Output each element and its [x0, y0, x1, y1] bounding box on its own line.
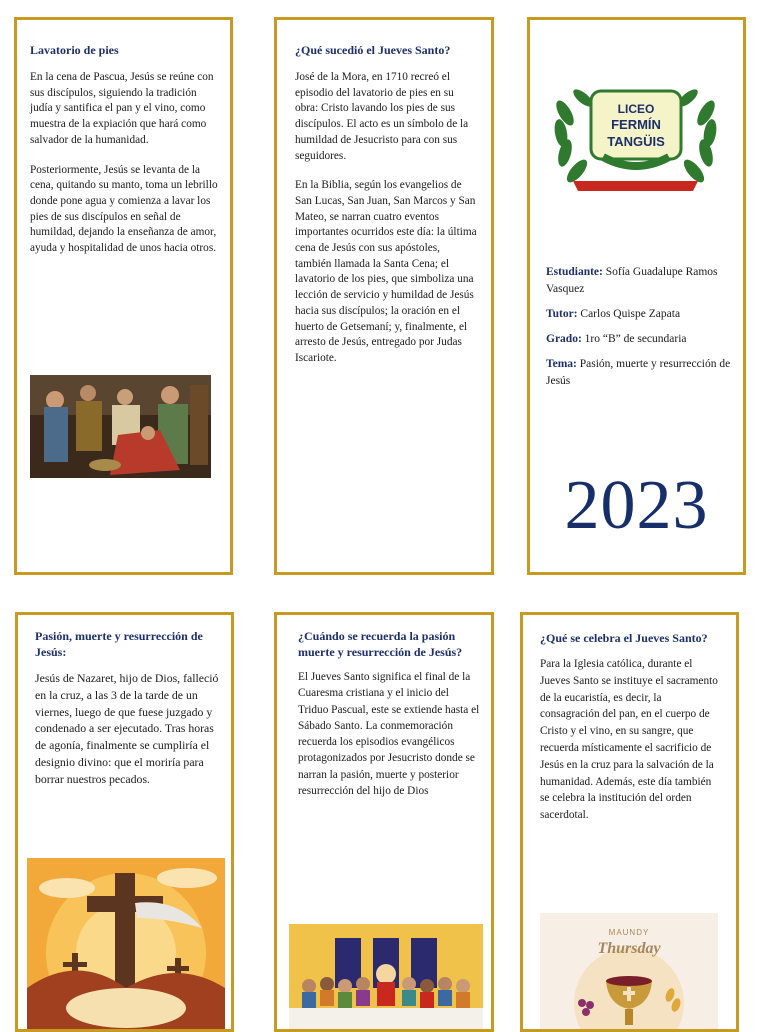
panel-pasion — [15, 612, 234, 1032]
paragraph: Jesús de Nazaret, hijo de Dios, falleció en la cruz, a las 3 de la tarde de un viernes, luego de que fuese juzgado y condenado a ser ejecutado. Tras horas de agonía, finalmente se cumpliría el designio divino: que el moriría para borrar nuestros pecados. — [35, 671, 219, 786]
last-supper-illustration — [289, 924, 483, 1032]
maundy-thursday-illustration — [540, 913, 718, 1032]
tutor-info: Tutor: Carlos Quispe Zapata — [546, 308, 681, 320]
svg-text:FERMÍN: FERMÍN — [611, 117, 661, 132]
foot-washing-painting — [30, 375, 211, 478]
panel-title: Lavatorio de pies — [30, 43, 119, 57]
paragraph: El Jueves Santo significa el final de la Cuaresma cristiana y el inicio del Triduo Pascual, este se extiende hasta el Sábado Santo. La conmemoración recuerda los episodios evangélicos protagonizados por Jesucristo donde se narran la pasión, muerte y posterior resurrección del hijo de Dios — [298, 671, 480, 798]
svg-text:TANGÜIS: TANGÜIS — [607, 134, 665, 149]
year-label: 2023 — [564, 467, 709, 544]
paragraph: Para la Iglesia católica, durante el Jueves Santo se instituye el sacramento de la eucaristía, es decir, la consagración del pan, en el cuerpo de Cristo y el vino, en su sangre, que recuerda místicamente el sacrificio de Jesús en la cruz para la salvación de la humanidad. Además, este día también se celebra la institución del orden sacerdotal. — [540, 658, 718, 822]
school-logo — [543, 53, 728, 203]
panel-jueves-santo — [274, 17, 494, 575]
student-info: Estudiante: Sofía Guadalupe Ramos Vasquez — [546, 266, 718, 295]
panel-cuando — [274, 612, 494, 1032]
paragraph: Posteriormente, Jesús se levanta de la cena, quitando su manto, toma un lebrillo donde pone agua y comienza a lavar los pies de sus discípulos en señal de humildad, dejando la enseñanza de amor, ayuda y hospitalidad de unos hacia otros. — [30, 163, 218, 255]
svg-text:MAUNDY: MAUNDY — [608, 928, 650, 937]
topic-info: Tema: Pasión, muerte y resurrección de Jesús — [546, 358, 731, 387]
svg-text:Thursday: Thursday — [597, 940, 661, 957]
panel-title: Pasión, muerte y resurrección de Jesús: — [35, 629, 203, 659]
panel-celebra — [520, 612, 739, 1032]
panel-title: ¿Qué se celebra el Jueves Santo? — [540, 631, 708, 645]
panel-title: ¿Qué sucedió el Jueves Santo? — [295, 43, 451, 57]
svg-text:LICEO: LICEO — [617, 102, 655, 116]
panel-cover — [527, 17, 746, 575]
grade-info: Grado: 1ro “B” de secundaria — [546, 333, 687, 345]
panel-title: ¿Cuándo se recuerda la pasión muerte y resurrección de Jesús? — [298, 629, 463, 659]
paragraph: En la Biblia, según los evangelios de San Lucas, San Juan, San Marcos y San Mateo, se narran cuatro eventos importantes ocurridos este día: la última cena de Jesús con sus apóstoles, también llamada la Santa Cena; el lavatorio de los pies, que simboliza una lección de servicio y humildad de Jesús hacia sus discípulos; la oración en el huerto de Getsemaní; y, finalmente, el arresto de Jesús, entregado por Judas Iscariote. — [295, 179, 477, 364]
paragraph: En la cena de Pascua, Jesús se reúne con sus discípulos, siguiendo la tradición judía y santifica el pan y el vino, como muestra de la expiación que hará como salvador de la humanidad. — [30, 71, 214, 146]
cross-illustration — [27, 858, 225, 1032]
panel-lavatorio — [14, 17, 233, 575]
paragraph: José de la Mora, en 1710 recreó el episodio del lavatorio de pies en su obra: Cristo lavando los pies de sus discípulos. El acto es un símbolo de la humildad de Jesucristo para con sus seguidores. — [295, 71, 469, 162]
